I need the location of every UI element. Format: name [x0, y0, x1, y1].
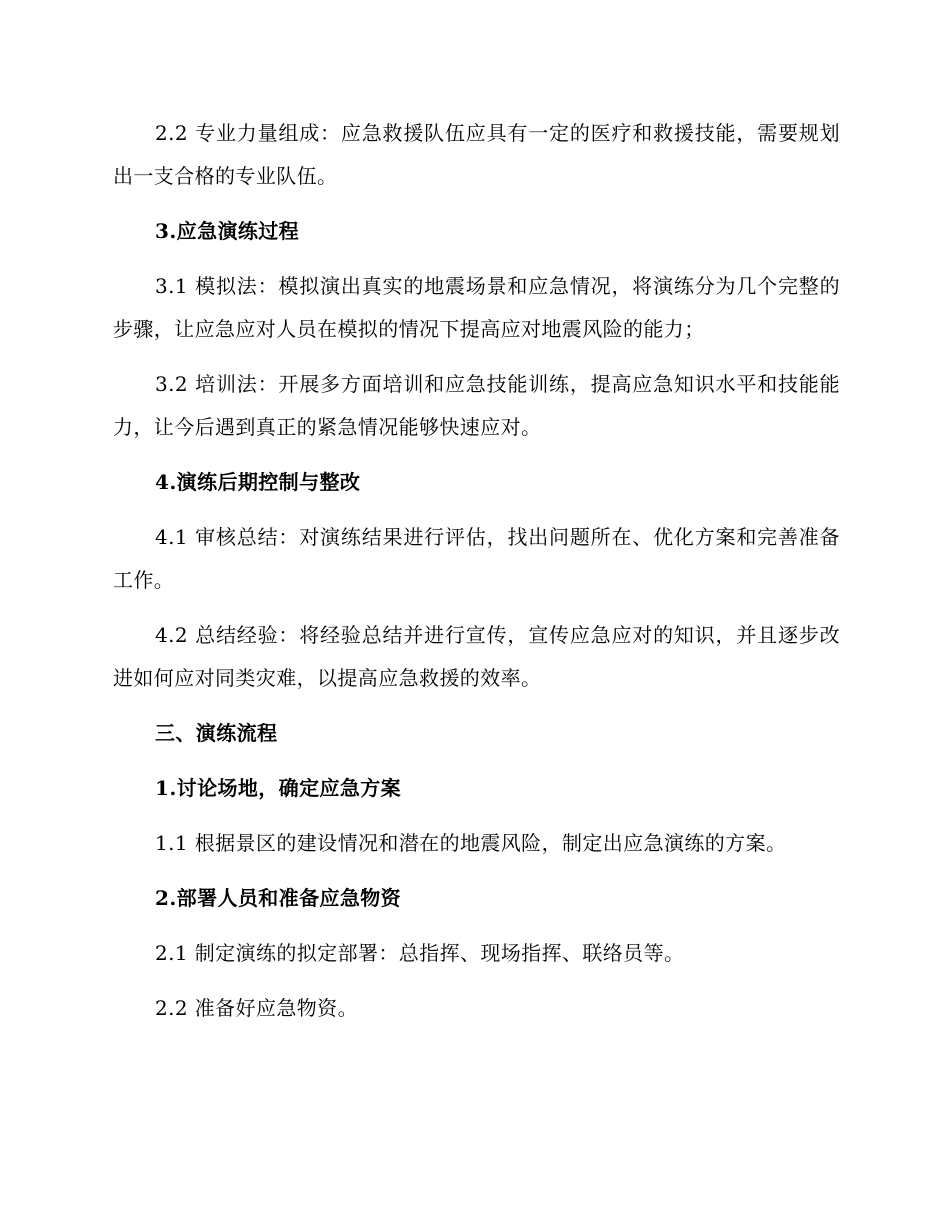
spacer	[113, 975, 840, 987]
spacer	[113, 449, 840, 461]
document-body	[113, 112, 840, 1030]
paragraph-2-2-professional-force: 2.2 专业力量组成：应急救援队伍应具有一定的医疗和救援技能，需要规划出一支合格的专业队伍。	[113, 121, 840, 188]
heading-2-deploy-personnel: 2.部署人员和准备应急物资	[155, 886, 402, 910]
spacer	[113, 865, 840, 877]
spacer	[113, 253, 840, 265]
paragraph-4-1-review: 4.1 审核总结：对演练结果进行评估，找出问题所在、优化方案和完善准备工作。	[113, 525, 840, 592]
spacer	[113, 504, 840, 516]
spacer	[113, 351, 840, 363]
heading-4-post-drill-control: 4.演练后期控制与整改	[155, 470, 361, 494]
paragraph-3-2-training: 3.2 培训法：开展多方面培训和应急技能训练，提高应急知识水平和技能能力，让今后遇到真正的紧急情况能够快速应对。	[113, 372, 840, 439]
paragraph-3-1-simulation: 3.1 模拟法：模拟演出真实的地震场景和应急情况，将演练分为几个完整的步骤，让应急应对人员在模拟的情况下提高应对地震风险的能力；	[113, 274, 840, 341]
spacer	[113, 920, 840, 932]
paragraph-2-1-deployment: 2.1 制定演练的拟定部署：总指挥、现场指挥、联络员等。	[155, 941, 685, 965]
heading-1-discuss-site: 1.讨论场地，确定应急方案	[155, 776, 402, 800]
spacer	[113, 755, 840, 767]
heading-section-three-drill-flow: 三、演练流程	[155, 721, 278, 745]
spacer	[113, 810, 840, 822]
paragraph-4-2-experience: 4.2 总结经验：将经验总结并进行宣传，宣传应急应对的知识，并且逐步改进如何应对同类灾难，以提高应急救援的效率。	[113, 623, 840, 690]
spacer	[113, 700, 840, 712]
spacer	[113, 602, 840, 614]
paragraph-2-2-supplies: 2.2 准备好应急物资。	[155, 996, 358, 1020]
spacer	[113, 198, 840, 210]
paragraph-1-1-plan: 1.1 根据景区的建设情况和潜在的地震风险，制定出应急演练的方案。	[155, 831, 787, 855]
heading-3-drill-process: 3.应急演练过程	[155, 219, 300, 243]
